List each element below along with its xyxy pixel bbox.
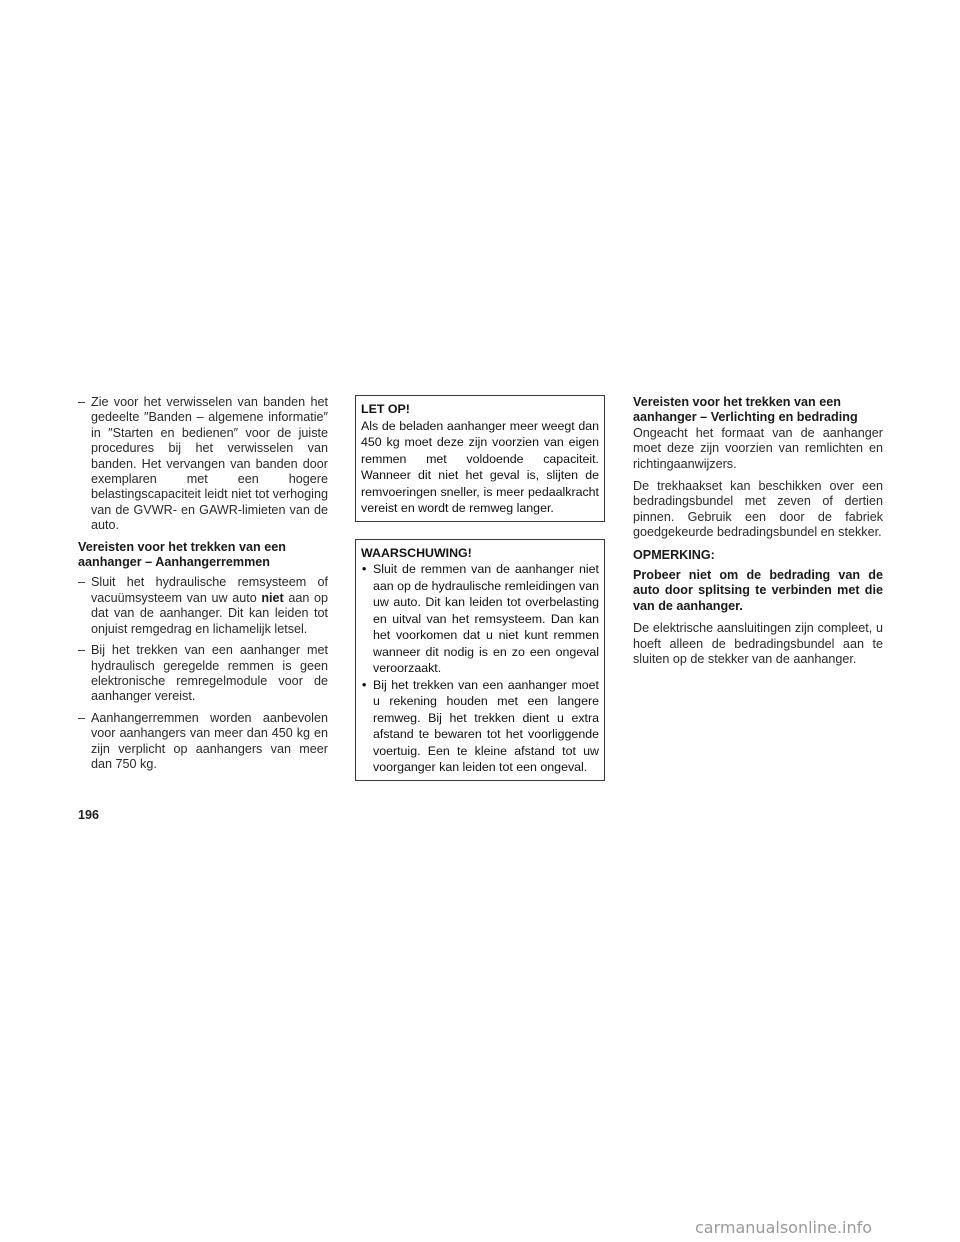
warning-box bbox=[355, 539, 605, 781]
emphasis-text: niet bbox=[261, 590, 284, 605]
list-item-text: aan op dat van de aanhanger. Dit kan leiden tot onjuist remgedrag en lichamelijk letsel. bbox=[91, 590, 328, 636]
note-title: OPMERKING: bbox=[633, 547, 715, 562]
left-column bbox=[78, 395, 328, 778]
section-heading-line: Vereisten voor het trekken van een bbox=[78, 539, 286, 554]
paragraph: De elektrische aansluitingen zijn compleet, u hoeft alleen de bedradingsbundel aan te sluiten op de stekker van de aanhanger. bbox=[633, 621, 883, 667]
dash-mark: – bbox=[78, 575, 86, 590]
dash-mark: – bbox=[78, 395, 86, 409]
list-item bbox=[78, 395, 328, 534]
list-item bbox=[78, 575, 328, 637]
caution-title: LET OP! bbox=[361, 402, 410, 416]
caution-text: Als de beladen aanhanger meer weegt dan 450 kg moet deze zijn voorzien van eigen remmen met voldoende capaciteit. Wanneer dit niet het geval is, slijten de remvoeringen sneller, is meer pedaalkracht vereist en wordt de remweg langer. bbox=[361, 418, 599, 515]
watermark: carmanualsonline.info bbox=[695, 1218, 873, 1237]
list-item-text: Zie voor het verwisselen van banden het gedeelte ″Banden – algemene informatie″ in ″Starten en bedienen″ voor de juiste procedures bij het verwisselen van banden. Het vervangen van banden door exemplaren met een hogere belastingscapaciteit leidt niet tot verhoging van de GVWR- en GAWR-limieten van de auto. bbox=[91, 395, 328, 533]
list-item-text: Aanhangerremmen worden aanbevolen voor aanhangers van meer dan 450 kg en zijn verplicht op aanhangers van meer dan 750 kg. bbox=[91, 710, 328, 771]
warning-item bbox=[361, 677, 599, 776]
warning-title: WAARSCHUWING! bbox=[361, 545, 472, 560]
list-item-text: Sluit het hydraulische remsysteem of vacuümsysteem van uw auto bbox=[91, 575, 328, 605]
middle-column bbox=[355, 395, 605, 798]
dash-mark: – bbox=[78, 643, 86, 658]
section-heading-line: aanhanger – Verlichting en bedrading bbox=[633, 410, 858, 425]
warning-item-text: Bij het trekken van een aanhanger moet u rekening houden met een langere remweg. Bij het trekken dient u extra afstand te bewaren tot het voorliggende voertuig. Een te kleine afstand tot uw voorganger kan leiden tot een ongeval. bbox=[373, 677, 599, 774]
bullet-mark: • bbox=[362, 677, 367, 692]
list-item bbox=[78, 711, 328, 773]
list-item-text: Bij het trekken van een aanhanger met hydraulisch geregelde remmen is geen elektronische remregelmodule voor de aanhanger vereist. bbox=[91, 643, 328, 704]
paragraph: De trekhaakset kan beschikken over een bedradingsbundel met zeven of dertien pinnen. Gebruik een door de fabriek goedgekeurde bedradingsbundel en stekker. bbox=[633, 479, 883, 540]
section-heading-brakes bbox=[78, 540, 328, 571]
dash-mark: – bbox=[78, 710, 86, 725]
note-text: Probeer niet om de bedrading van de auto door splitsing te verbinden met die van de aanhanger. bbox=[633, 568, 883, 613]
caution-box bbox=[355, 395, 605, 522]
section-heading-line: Vereisten voor het trekken van een bbox=[633, 395, 841, 409]
section-heading-lighting bbox=[633, 395, 883, 426]
bullet-mark: • bbox=[362, 562, 367, 576]
paragraph: Ongeacht het formaat van de aanhanger moet deze zijn voorzien van remlichten en richtingaanwijzers. bbox=[633, 425, 883, 471]
section-heading-line: aanhanger – Aanhangerremmen bbox=[78, 555, 270, 570]
right-column bbox=[633, 395, 883, 675]
warning-item bbox=[361, 561, 599, 677]
page-number: 196 bbox=[78, 808, 100, 822]
warning-item-text: Sluit de remmen van de aanhanger niet aan op de hydraulische remleidingen van uw auto. Dit kan leiden tot overbelasting en uitval van het remsysteem. Dan kan het voorkomen dat u niet kunt remmen wanneer dit nodig is en zo een ongeval veroorzaakt. bbox=[373, 562, 599, 675]
list-item bbox=[78, 643, 328, 705]
